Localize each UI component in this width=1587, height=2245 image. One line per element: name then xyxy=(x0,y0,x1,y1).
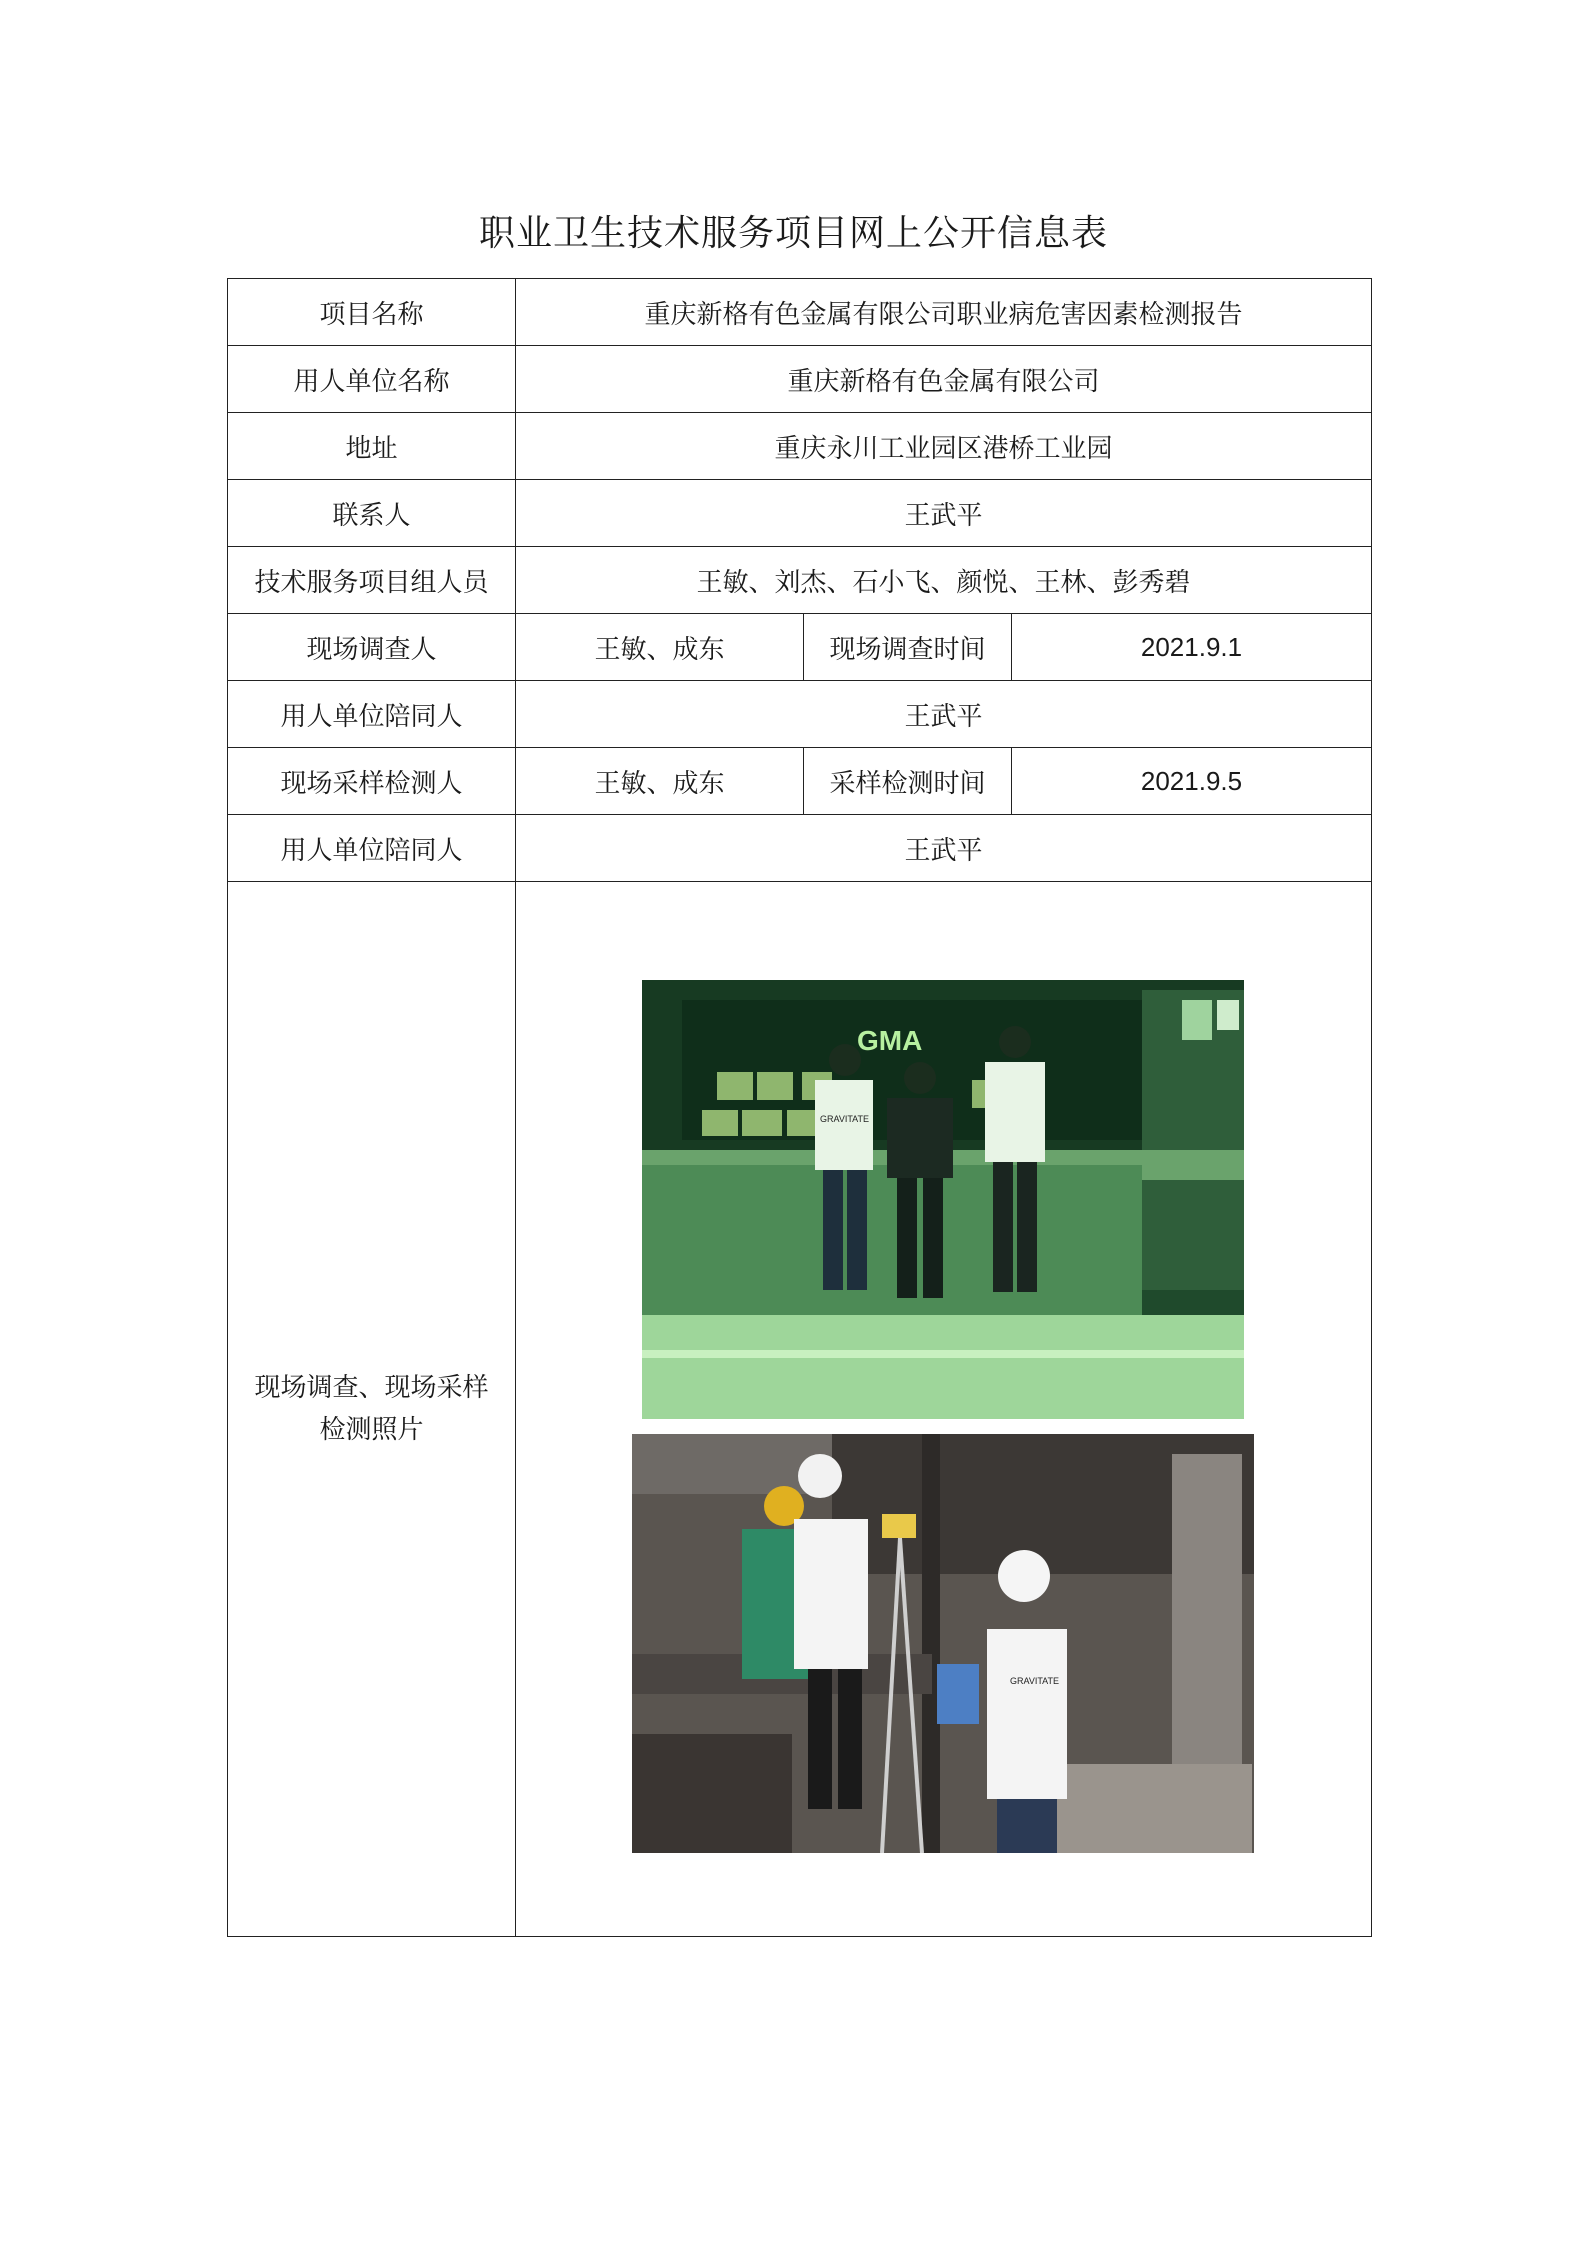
label-employer-name: 用人单位名称 xyxy=(228,346,516,413)
label-survey-time: 现场调查时间 xyxy=(804,614,1012,681)
value-project-name: 重庆新格有色金属有限公司职业病危害因素检测报告 xyxy=(516,279,1372,346)
row-sampling xyxy=(228,748,1372,815)
label-photos-line2: 检测照片 xyxy=(319,1415,424,1445)
value-escort-1: 王武平 xyxy=(516,681,1372,748)
value-survey-time: 2021.9.1 xyxy=(1012,614,1372,681)
label-escort-1: 用人单位陪同人 xyxy=(228,681,516,748)
sign-text: GMA xyxy=(857,1025,923,1056)
value-sampling-time: 2021.9.5 xyxy=(1012,748,1372,815)
row-survey xyxy=(228,614,1372,681)
label-contact: 联系人 xyxy=(228,480,516,547)
value-address: 重庆永川工业园区港桥工业园 xyxy=(516,413,1372,480)
label-photos-line1: 现场调查、现场采样 xyxy=(254,1373,489,1403)
photos-cell xyxy=(516,882,1372,1937)
label-survey: 现场调查人 xyxy=(228,614,516,681)
row-address xyxy=(228,413,1372,480)
label-escort-2: 用人单位陪同人 xyxy=(228,815,516,882)
value-employer-name: 重庆新格有色金属有限公司 xyxy=(516,346,1372,413)
info-table xyxy=(227,278,1372,1937)
shirt-text-2: GRAVITATE xyxy=(1010,1676,1060,1686)
value-escort-2: 王武平 xyxy=(516,815,1372,882)
shirt-text: GRAVITATE xyxy=(820,1114,870,1124)
row-contact xyxy=(228,480,1372,547)
label-team: 技术服务项目组人员 xyxy=(228,547,516,614)
label-sampling: 现场采样检测人 xyxy=(228,748,516,815)
label-photos xyxy=(228,882,516,1937)
value-contact: 王武平 xyxy=(516,480,1372,547)
value-team: 王敏、刘杰、石小飞、颜悦、王林、彭秀碧 xyxy=(516,547,1372,614)
value-sampling: 王敏、成东 xyxy=(516,748,804,815)
sampling-photo xyxy=(632,1434,1254,1853)
survey-photo xyxy=(642,980,1244,1419)
label-sampling-time: 采样检测时间 xyxy=(804,748,1012,815)
row-team xyxy=(228,547,1372,614)
label-address: 地址 xyxy=(228,413,516,480)
row-photos xyxy=(228,882,1372,1937)
row-escort-2 xyxy=(228,815,1372,882)
row-escort-1 xyxy=(228,681,1372,748)
page-title: 职业卫生技术服务项目网上公开信息表 xyxy=(478,213,1108,254)
label-project-name: 项目名称 xyxy=(228,279,516,346)
row-project-name xyxy=(228,279,1372,346)
value-survey: 王敏、成东 xyxy=(516,614,804,681)
row-employer-name xyxy=(228,346,1372,413)
